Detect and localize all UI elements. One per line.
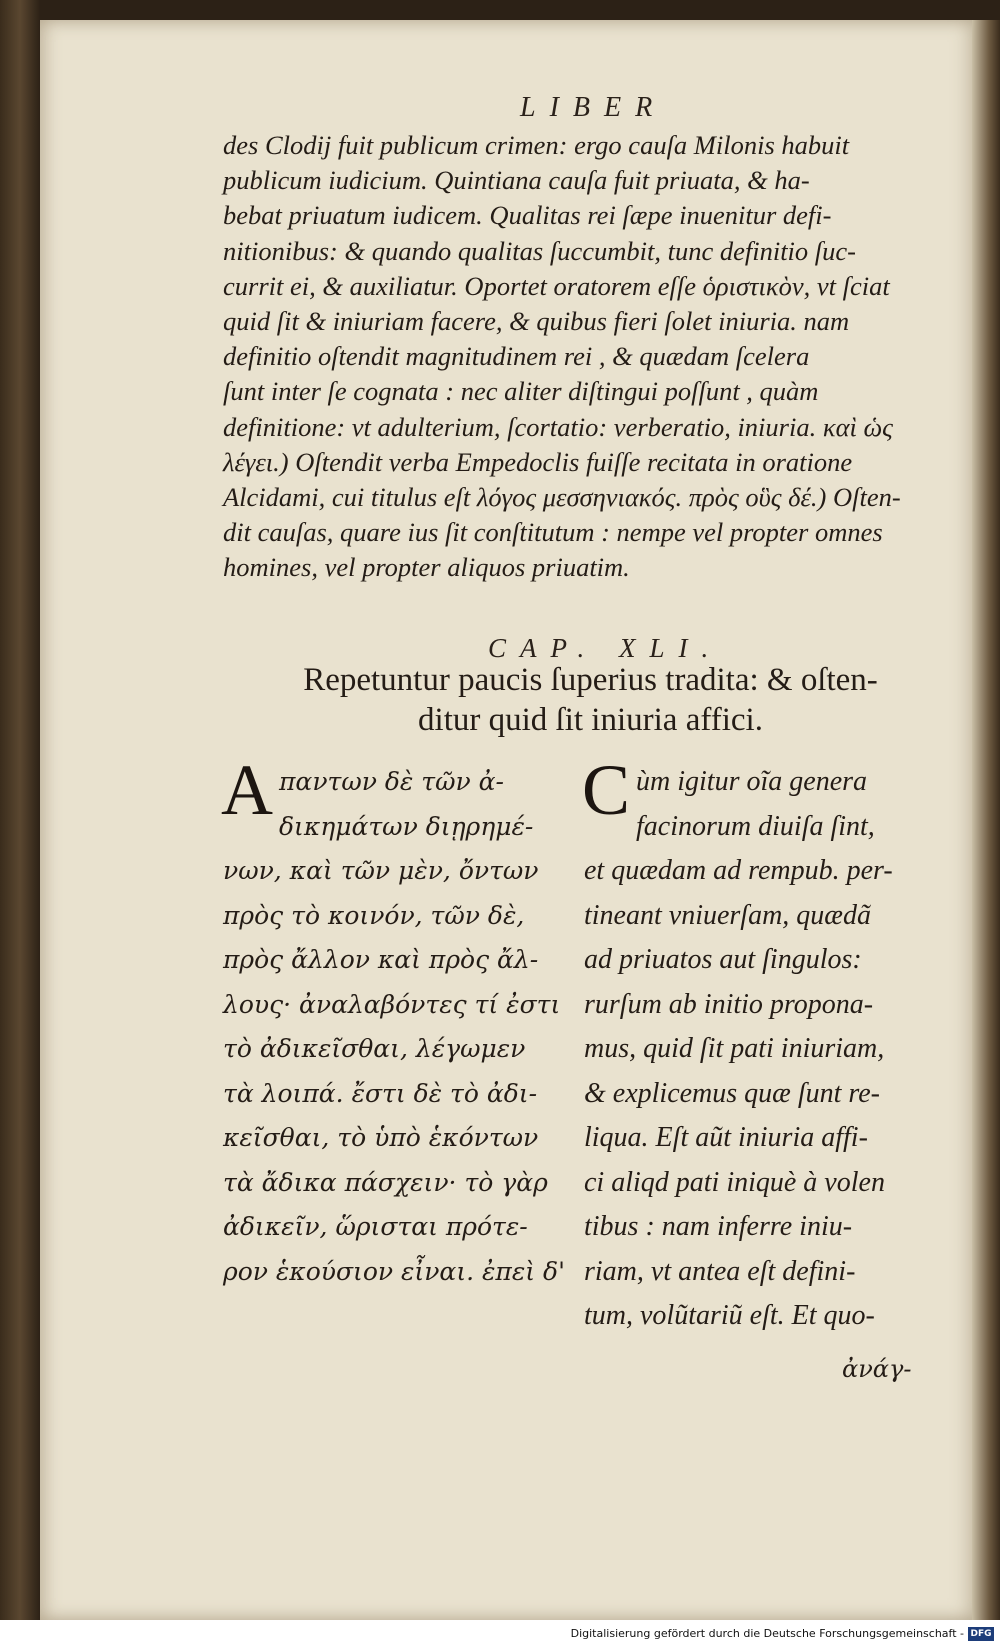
latin-line: ùm igitur oĩa genera	[636, 766, 868, 797]
latin-dropcap: C	[582, 750, 631, 830]
latin-line: mus, quid ſit pati iniuriam,	[584, 1033, 885, 1064]
greek-dropcap: A	[221, 750, 273, 830]
latin-column	[582, 750, 964, 1339]
latin-line: rurſum ab initio propona-	[584, 988, 874, 1020]
paragraph-line: homines, vel propter aliquos priuatim.	[223, 552, 630, 583]
paragraph-line: Alcidami, cui titulus eſt λόγος μεσσηνιακός. πρὸς οὓς δέ.) Oſten-	[223, 482, 901, 513]
greek-line: παντων δὲ τῶν ἀ-	[279, 767, 504, 796]
footer-bar	[0, 1620, 1000, 1645]
paragraph-line: nitionibus: & quando qualitas ſuccumbit, tunc definitio ſuc-	[223, 235, 856, 266]
greek-line: τὸ ἀδικεῖσθαι, λέγωμεν	[223, 1034, 526, 1063]
chapter-title	[223, 660, 958, 740]
paragraph-line: λέγει.) Oſtendit verba Empedoclis fuiſſe recitata in oratione	[223, 446, 853, 477]
paragraph-line: bebat priuatum iudicem. Qualitas rei ſæpe inuenitur defi-	[223, 200, 832, 231]
latin-line: et quædam ad rempub. per-	[584, 855, 893, 886]
paragraph-line: quid ſit & iniuriam facere, & quibus fieri ſolet iniuria. nam	[223, 306, 850, 337]
latin-line: facinorum diuiſa ſint,	[636, 810, 875, 842]
chapter-heading: CAP. XLI.	[488, 633, 723, 663]
latin-line: liqua. Eſt aũt iniuria affi-	[584, 1122, 868, 1153]
latin-line: riam, vt antea eſt defini-	[584, 1255, 856, 1287]
greek-line: πρὸς τὸ κοινόν, τῶν δὲ,	[223, 900, 525, 930]
greek-line: πρὸς ἄλλον καὶ πρὸς ἄλ-	[223, 945, 539, 974]
paragraph-line: dit cauſas, quare ius ſit conſtitutum : nempe vel propter omnes	[223, 517, 883, 548]
title-line: ditur quid ſit iniuria affici.	[418, 702, 763, 738]
greek-line: κεῖσθαι, τὸ ὑπὸ ἑκόντων	[223, 1123, 539, 1152]
catchword: ἀνάγ-	[842, 1355, 912, 1383]
latin-line: tineant vniuerſam, quædã	[584, 899, 871, 931]
paragraph-line: des Clodij fuit publicum crimen: ergo cauſa Milonis habuit	[223, 130, 850, 160]
dfg-logo: DFG	[968, 1627, 994, 1641]
greek-line: τὰ λοιπά. ἔστι δὲ τὸ ἀδι-	[223, 1078, 538, 1108]
greek-line: δικημάτων διῃρημέ-	[279, 811, 534, 841]
latin-line: ad priuatos aut ſingulos:	[584, 944, 862, 975]
latin-line: ci aliqd pati iniquè à volen	[584, 1166, 885, 1198]
greek-line: ἀδικεῖν, ὥρισται πρότε-	[223, 1212, 528, 1241]
paragraph-line: publicum iudicium. Quintiana cauſa fuit priuata, & ha-	[223, 165, 810, 196]
greek-line: νων, καὶ τῶν μὲν, ὄντων	[223, 856, 539, 885]
top-paragraph	[223, 128, 958, 586]
greek-line: ρον ἑκούσιον εἶναι. ἐπεὶ δ'	[223, 1256, 565, 1286]
greek-column	[221, 750, 565, 1294]
title-line: Repetuntur paucis ſuperius tradita: & oſten-	[303, 662, 878, 698]
running-head: LIBER	[520, 92, 667, 123]
latin-line: tibus : nam inferre iniu-	[584, 1211, 853, 1242]
funding-notice: Digitalisierung gefördert durch die Deutsche Forschungsgemeinschaft -	[570, 1627, 964, 1640]
greek-line: τὰ ἄδικα πάσχειν· τὸ γὰρ	[223, 1167, 548, 1197]
paragraph-line: ſunt inter ſe cognata : nec aliter diſtingui poſſunt , quàm	[223, 376, 819, 407]
paragraph-line: definitione: vt adulterium, ſcortatio: verberatio, iniuria. καὶ ὡς	[223, 411, 893, 442]
paragraph-line: currit ei, & auxiliatur. Oportet oratorem eſſe ὁριστικὸν, vt ſciat	[223, 270, 890, 301]
latin-line: & explicemus quæ ſunt re-	[584, 1077, 881, 1109]
greek-line: λους· ἀναλαβόντες τί ἐστι	[223, 989, 561, 1019]
paragraph-line: definitio oſtendit magnitudinem rei , & quædam ſcelera	[223, 341, 810, 372]
page-gutter	[972, 20, 1000, 1620]
latin-line: tum, volũtariũ eſt. Et quo-	[584, 1300, 875, 1331]
